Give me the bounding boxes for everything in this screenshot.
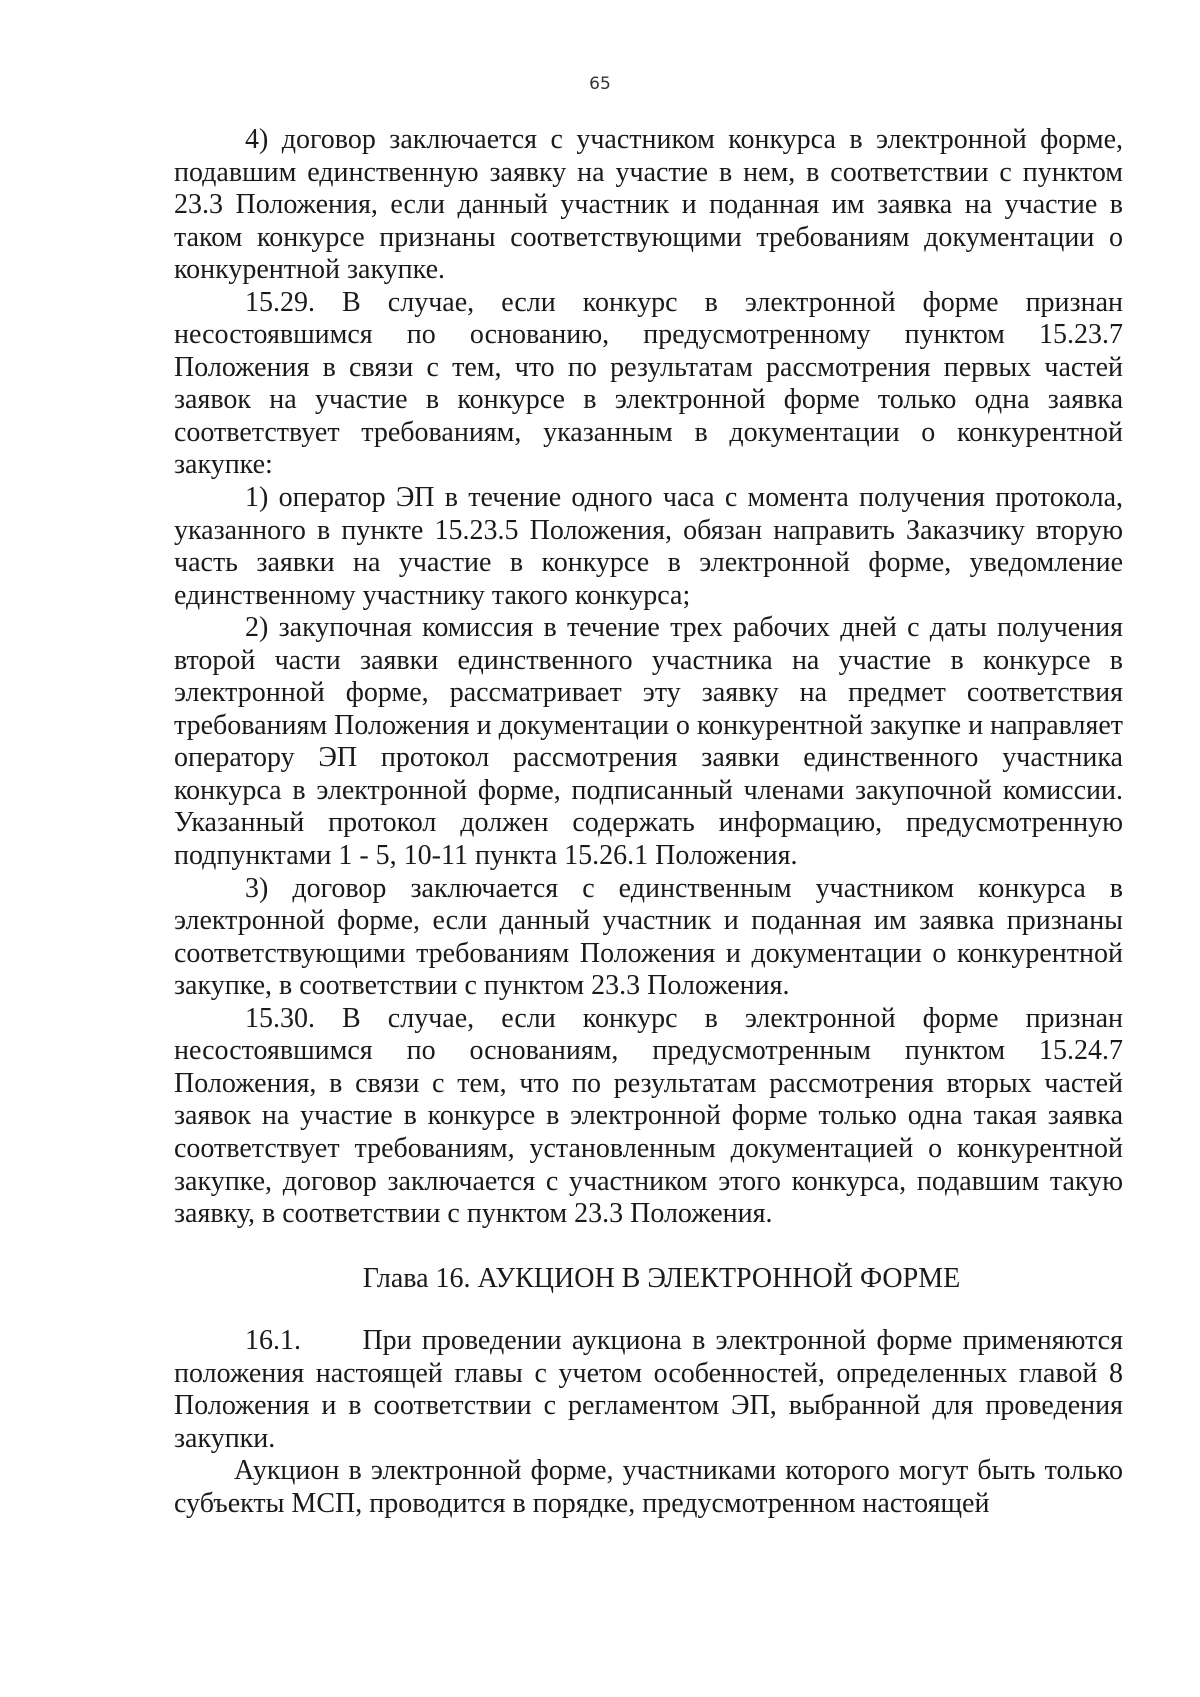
paragraph-item-2: 2) закупочная комиссия в течение трех рабочих дней с даты получения второй части заявки единственного участника на участие в конкурсе в электронной форме, рассматривает эту заявку на предмет соответствия требованиям Положения и документации о конкурентной закупке и направляет оператору ЭП протокол рассмотрения заявки единственного участника конкурса в электронной форме, подписанный членами закупочной комиссии. Указанный протокол должен содержать информацию, предусмотренную подпунктами 1 - 5, 10-11 пункта 15.26.1 Положения.	[174, 612, 1123, 872]
page-number: 65	[589, 74, 611, 94]
paragraph-15-29: 15.29. В случае, если конкурс в электронной форме признан несостоявшимся по основанию, предусмотренному пунктом 15.23.7 Положения в связи с тем, что по результатам рассмотрения первых частей заявок на участие в конкурсе в электронной форме только одна заявка соответствует требованиям, указанным в документации о конкурентной закупке:	[174, 286, 1123, 481]
paragraph-16-1: 16.1. При проведении аукциона в электронной форме применяются положения настоящей главы с учетом особенностей, определенных главой 8 Положения и в соответствии с регламентом ЭП, выбранной для проведения закупки.	[174, 1325, 1123, 1454]
document-body	[174, 124, 1123, 1520]
paragraph-item-1: 1) оператор ЭП в течение одного часа с момента получения протокола, указанного в пункте 15.23.5 Положения, обязан направить Заказчику вторую часть заявки на участие в конкурсе в электронной форме, уведомление единственному участнику такого конкурса;	[174, 482, 1123, 611]
paragraph-item-4: 4) договор заключается с участником конкурса в электронной форме, подавшим единственную заявку на участие в нем, в соответствии с пунктом 23.3 Положения, если данный участник и поданная им заявка на участие в таком конкурсе признаны соответствующими требованиям документации о конкурентной закупке.	[174, 124, 1123, 286]
paragraph-item-3: 3) договор заключается с единственным участником конкурса в электронной форме, если данный участник и поданная им заявка признаны соответствующими требованиям Положения и документации о конкурентной закупке, в соответствии с пунктом 23.3 Положения.	[174, 872, 1123, 1002]
paragraph-auction-msp: Аукцион в электронной форме, участниками которого могут быть только субъекты МСП, проводится в порядке, предусмотренном настоящей	[174, 1455, 1123, 1519]
paragraph-15-30: 15.30. В случае, если конкурс в электронной форме признан несостоявшимся по основаниям, предусмотренным пунктом 15.24.7 Положения, в связи с тем, что по результатам рассмотрения вторых частей заявок на участие в конкурсе в электронной форме только одна такая заявка соответствует требованиям, установленным документацией о конкурентной закупке, договор заключается с участником этого конкурса, подавшим такую заявку, в соответствии с пунктом 23.3 Положения.	[174, 1002, 1123, 1230]
chapter-title: Глава 16. АУКЦИОН В ЭЛЕКТРОННОЙ ФОРМЕ	[362, 1262, 961, 1294]
